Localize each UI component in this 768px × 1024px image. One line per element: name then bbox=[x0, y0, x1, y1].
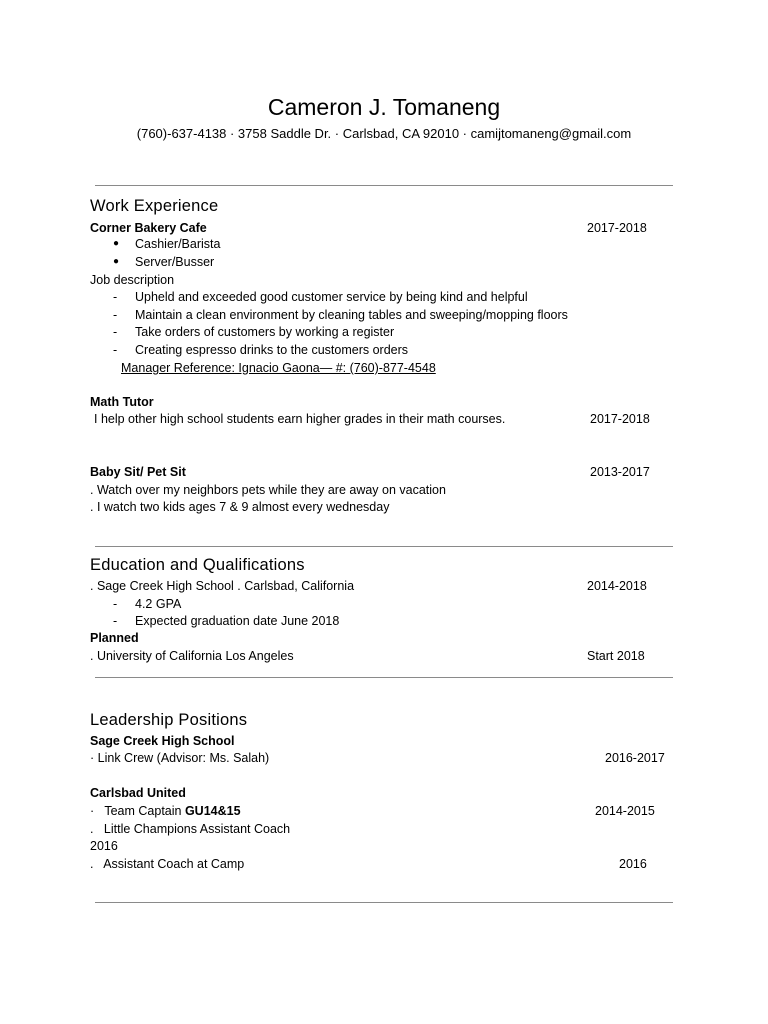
section-heading-leadership: Leadership Positions bbox=[90, 711, 248, 729]
job-description-label: Job description bbox=[90, 273, 175, 287]
dash-marker: - bbox=[113, 325, 118, 339]
dash-marker: - bbox=[113, 614, 118, 628]
education-detail: 4.2 GPA bbox=[135, 597, 182, 611]
dash-marker: - bbox=[113, 343, 118, 357]
role-item: Server/Busser bbox=[135, 255, 215, 269]
divider bbox=[95, 185, 673, 186]
divider bbox=[95, 902, 673, 903]
manager-reference: Manager Reference: Ignacio Gaona— #: (760)-877-4548 bbox=[121, 361, 436, 375]
section-heading-work: Work Experience bbox=[90, 197, 219, 215]
leadership-item: . Little Champions Assistant Coach bbox=[90, 822, 291, 836]
babysit-item: . I watch two kids ages 7 & 9 almost every wednesday bbox=[90, 500, 390, 514]
job-dates-corner-bakery: 2017-2018 bbox=[587, 221, 647, 235]
job-dates-babysit: 2013-2017 bbox=[590, 465, 650, 479]
dash-marker: - bbox=[113, 308, 118, 322]
divider bbox=[95, 546, 673, 547]
planned-label: Planned bbox=[90, 631, 139, 645]
org-title-sage-creek: Sage Creek High School bbox=[90, 734, 235, 748]
contact-line: (760)-637-4138 · 3758 Saddle Dr. · Carlsbad, CA 92010 · camijtomaneng@gmail.com bbox=[136, 126, 632, 141]
planned-item: . University of California Los Angeles bbox=[90, 649, 294, 663]
leadership-dates: 2014-2015 bbox=[595, 804, 655, 818]
bullet-icon: ● bbox=[113, 256, 120, 267]
planned-dates: Start 2018 bbox=[587, 649, 645, 663]
divider bbox=[95, 677, 673, 678]
job-title-babysit: Baby Sit/ Pet Sit bbox=[90, 465, 186, 479]
education-detail: Expected graduation date June 2018 bbox=[135, 614, 340, 628]
job-title-corner-bakery: Corner Bakery Cafe bbox=[90, 221, 207, 235]
babysit-item: . Watch over my neighbors pets while they are away on vacation bbox=[90, 483, 446, 497]
captain-prefix: · Team Captain bbox=[90, 804, 185, 818]
job-dates-math-tutor: 2017-2018 bbox=[590, 412, 650, 426]
dash-marker: - bbox=[113, 597, 118, 611]
school-dates: 2014-2018 bbox=[587, 579, 647, 593]
leadership-item-captain bbox=[90, 805, 241, 818]
leadership-item: · Link Crew (Advisor: Ms. Salah) bbox=[90, 751, 270, 765]
leadership-dates: 2016 bbox=[619, 857, 647, 871]
resume-name: Cameron J. Tomaneng bbox=[267, 94, 501, 120]
leadership-item: . Assistant Coach at Camp bbox=[90, 857, 245, 871]
role-item: Cashier/Barista bbox=[135, 237, 221, 251]
captain-team: GU14&15 bbox=[184, 804, 241, 818]
leadership-year: 2016 bbox=[90, 839, 118, 853]
school-line: . Sage Creek High School . Carlsbad, California bbox=[90, 579, 355, 593]
bullet-icon: ● bbox=[113, 238, 120, 249]
job-title-math-tutor: Math Tutor bbox=[90, 395, 154, 409]
duty-item: Upheld and exceeded good customer service by being kind and helpful bbox=[135, 290, 528, 304]
section-heading-education: Education and Qualifications bbox=[90, 556, 305, 574]
org-title-carlsbad-united: Carlsbad United bbox=[90, 786, 186, 800]
job-description-math-tutor: I help other high school students earn higher grades in their math courses. bbox=[94, 412, 506, 426]
leadership-dates: 2016-2017 bbox=[605, 751, 665, 765]
duty-item: Take orders of customers by working a register bbox=[135, 325, 395, 339]
dash-marker: - bbox=[113, 290, 118, 304]
duty-item: Creating espresso drinks to the customers orders bbox=[135, 343, 409, 357]
duty-item: Maintain a clean environment by cleaning tables and sweeping/mopping floors bbox=[135, 308, 568, 322]
